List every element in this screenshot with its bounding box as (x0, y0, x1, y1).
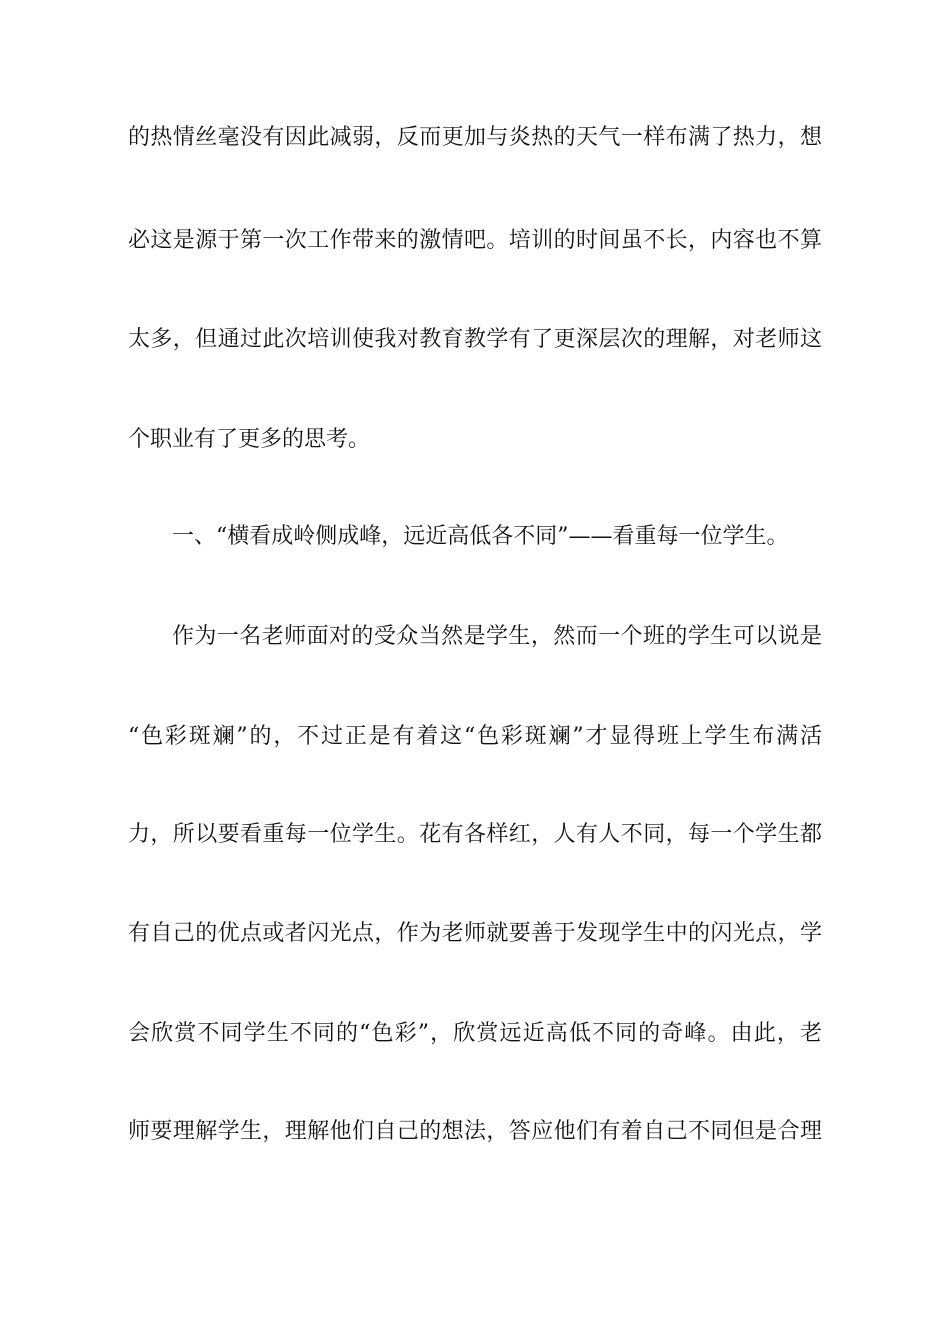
paragraph-2-line-5: 会欣赏不同学生不同的“色彩”，欣赏远近高低不同的奇峰。由此，老 (128, 1021, 822, 1046)
paragraph-1-line-3: 太多，但通过此次培训使我对教育教学有了更深层次的理解，对老师这 (128, 327, 822, 352)
section-heading: 一、“横看成岭侧成峰，远近高低各不同”——看重每一位学生。 (172, 524, 789, 549)
paragraph-1-line-2: 必这是源于第一次工作带来的激情吧。培训的时间虽不长，内容也不算 (128, 228, 822, 253)
paragraph-2-line-4: 有自己的优点或者闪光点，作为老师就要善于发现学生中的闪光点，学 (128, 921, 822, 946)
paragraph-2-line-2: “色彩斑斓”的，不过正是有着这“色彩斑斓”才显得班上学生布满活 (128, 724, 822, 749)
paragraph-2-line-3: 力，所以要看重每一位学生。花有各样红，人有人不同，每一个学生都 (128, 822, 822, 847)
paragraph-1-line-1: 的热情丝毫没有因此减弱，反而更加与炎热的天气一样布满了热力，想 (128, 125, 822, 150)
paragraph-2-line-6: 师要理解学生，理解他们自己的想法，答应他们有着自己不同但是合理 (128, 1119, 822, 1144)
paragraph-2-line-1: 作为一名老师面对的受众当然是学生，然而一个班的学生可以说是 (172, 624, 822, 649)
paragraph-1-line-4: 个职业有了更多的思考。 (128, 427, 371, 452)
